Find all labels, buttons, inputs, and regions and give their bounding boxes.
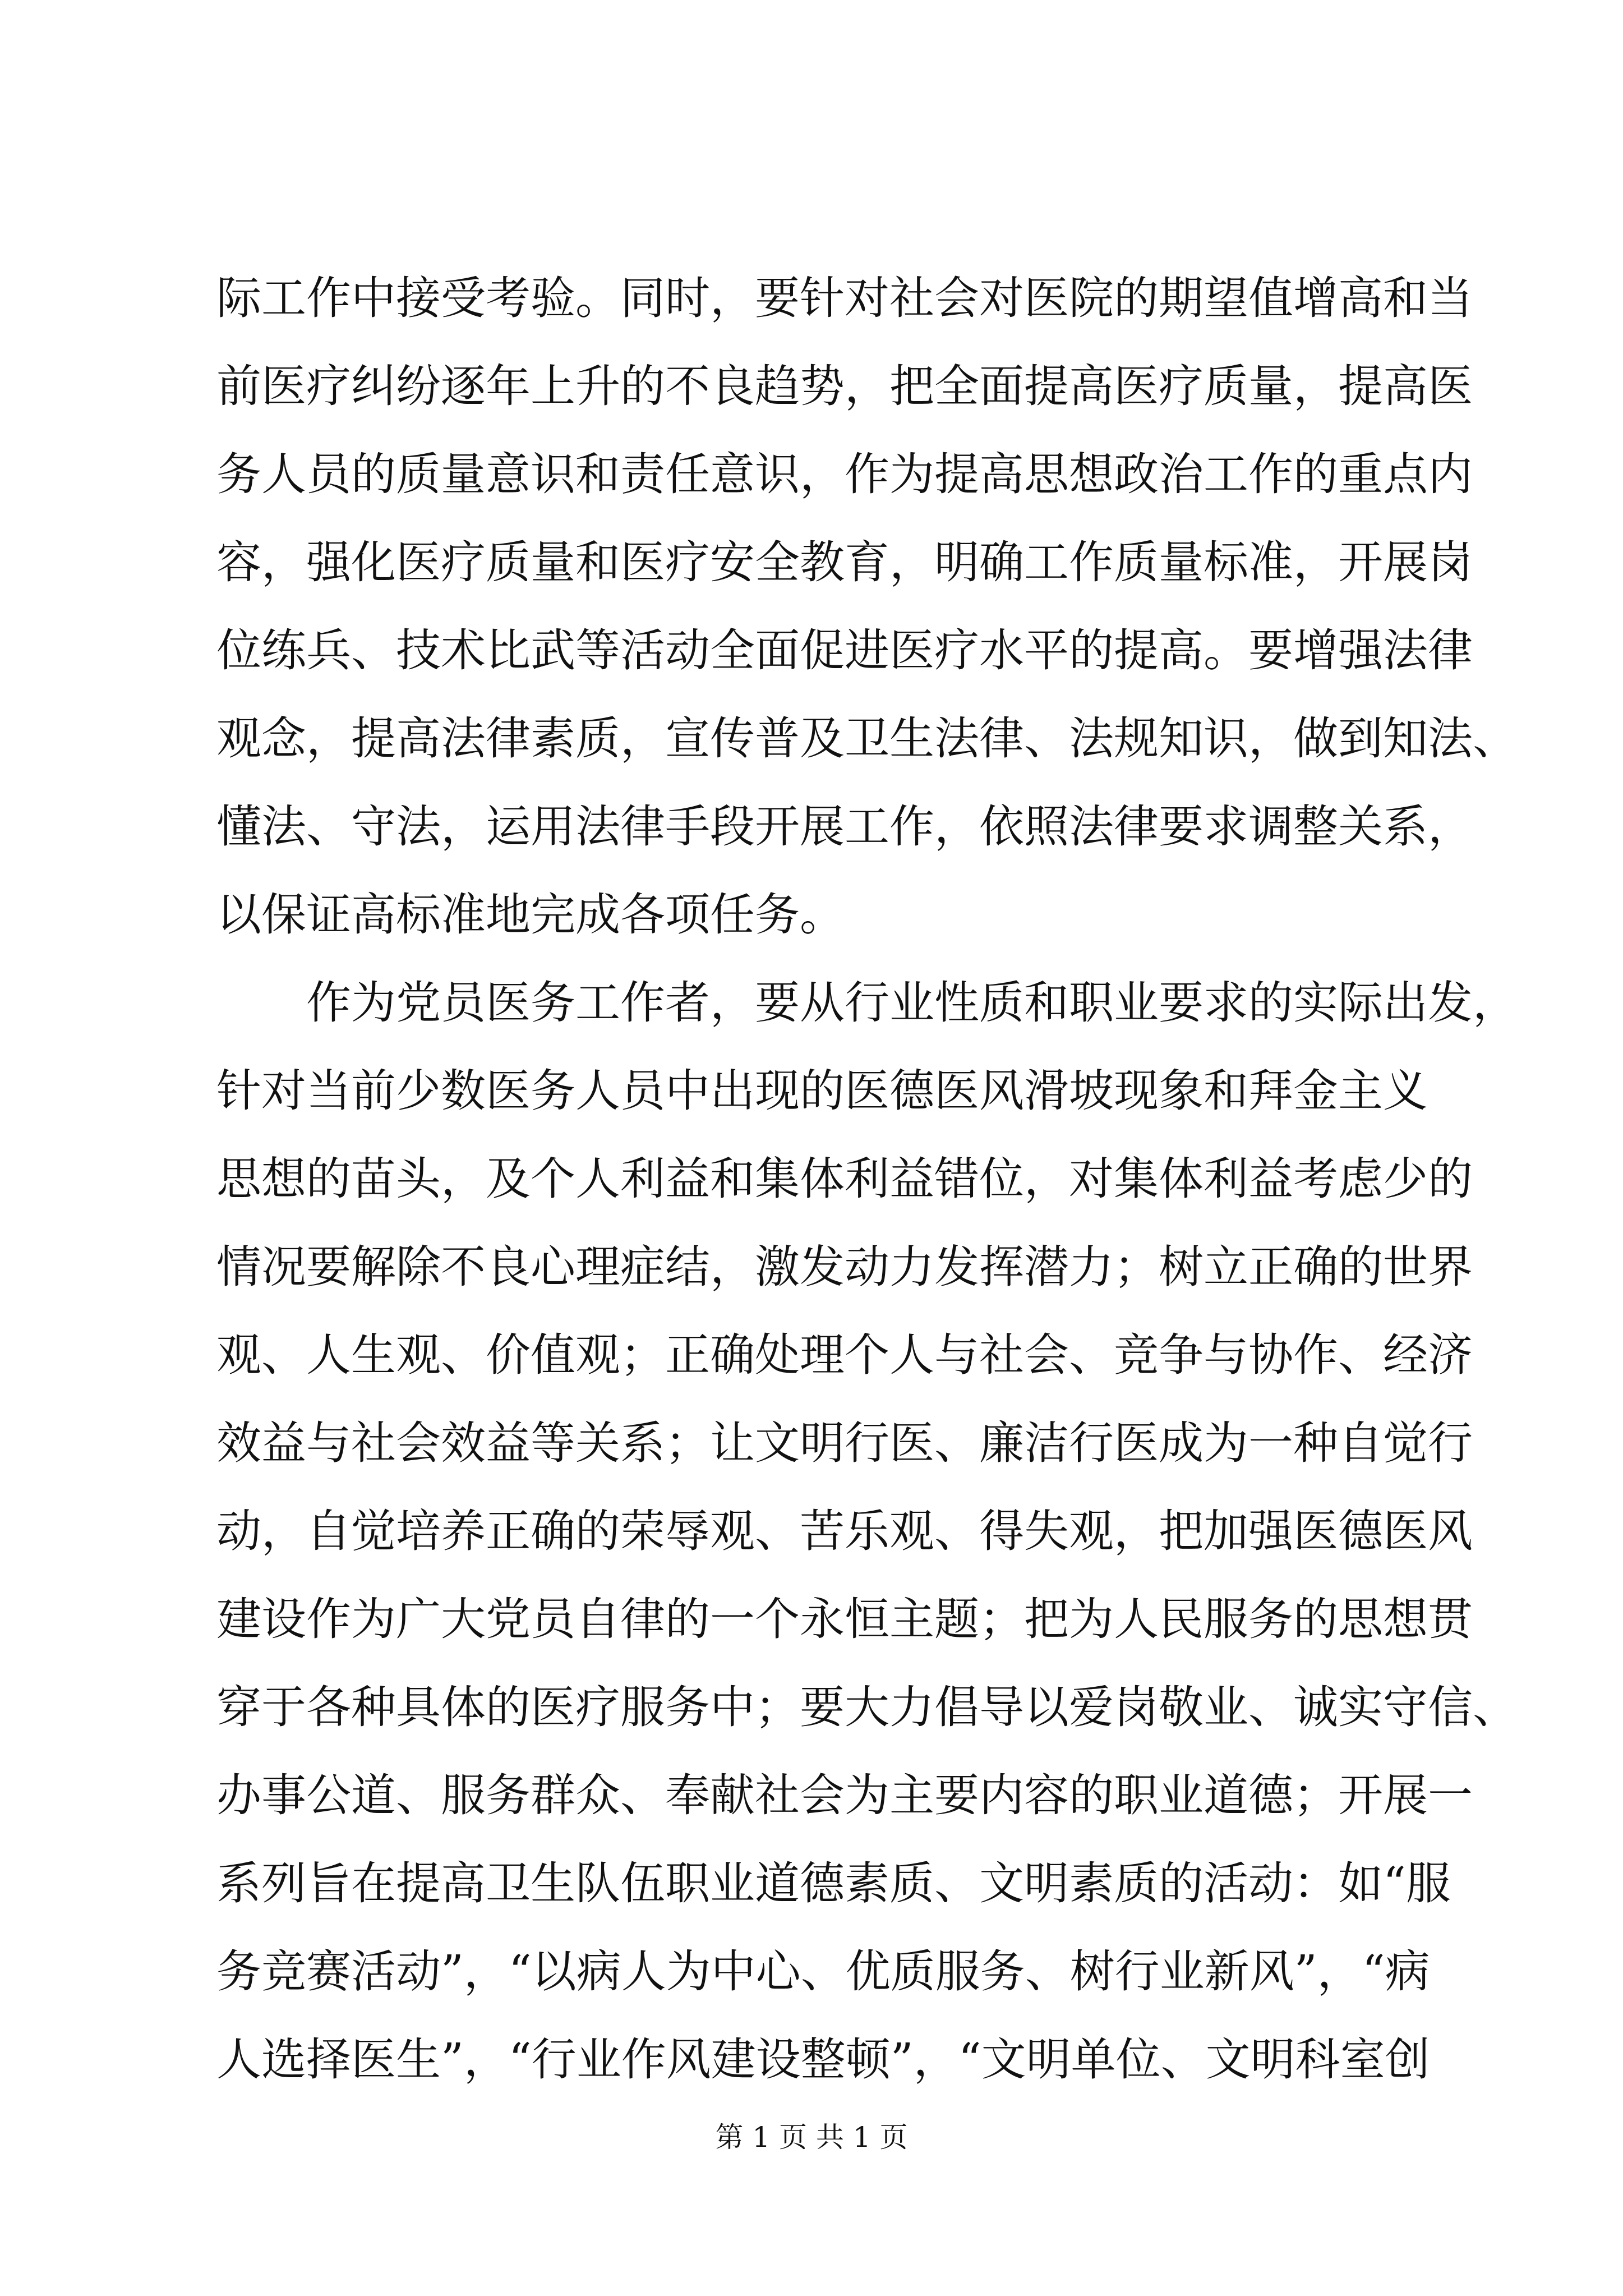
paragraph-2-line-7: 动，自觉培养正确的荣辱观、苦乐观、得失观，把加强医德医风 xyxy=(216,1505,1473,1557)
paragraph-1-line-2: 前医疗纠纷逐年上升的不良趋势，把全面提高医疗质量，提高医 xyxy=(216,360,1473,412)
paragraph-1-line-8: 以保证高标准地完成各项任务。 xyxy=(216,889,845,941)
paragraph-2-line-9: 穿于各种具体的医疗服务中；要大力倡导以爱岗敬业、诚实守信、 xyxy=(216,1681,1518,1733)
paragraph-1-line-3: 务人员的质量意识和责任意识，作为提高思想政治工作的重点内 xyxy=(216,448,1473,500)
paragraph-2-line-4: 情况要解除不良心理症结，激发动力发挥潜力；树立正确的世界 xyxy=(216,1241,1473,1293)
paragraph-2-line-11: 系列旨在提高卫生队伍职业道德素质、文明素质的活动：如“服 xyxy=(216,1857,1451,1910)
paragraph-1-line-5: 位练兵、技术比武等活动全面促进医疗水平的提高。要增强法律 xyxy=(216,624,1473,677)
paragraph-2-line-13: 人选择医生”，“行业作风建设整顿”，“文明单位、文明科室创 xyxy=(216,2033,1430,2086)
paragraph-2-line-6: 效益与社会效益等关系；让文明行医、廉洁行医成为一种自觉行 xyxy=(216,1417,1473,1469)
paragraph-1-line-4: 容，强化医疗质量和医疗安全教育，明确工作质量标准，开展岗 xyxy=(216,536,1473,588)
paragraph-2-line-3: 思想的苗头，及个人利益和集体利益错位，对集体利益考虑少的 xyxy=(216,1153,1473,1205)
paragraph-1-line-1: 际工作中接受考验。同时，要针对社会对医院的期望值增高和当 xyxy=(216,272,1473,324)
paragraph-1-line-7: 懂法、守法，运用法律手段开展工作，依照法律要求调整关系， xyxy=(216,800,1473,853)
paragraph-2-line-12: 务竞赛活动”，“以病人为中心、优质服务、树行业新风”，“病 xyxy=(216,1945,1430,1998)
document-body xyxy=(216,254,1518,2104)
paragraph-1-line-6: 观念，提高法律素质，宣传普及卫生法律、法规知识，做到知法、 xyxy=(216,712,1518,765)
paragraph-2-line-2: 针对当前少数医务人员中出现的医德医风滑坡现象和拜金主义 xyxy=(216,1065,1428,1117)
paragraph-2-line-8: 建设作为广大党员自律的一个永恒主题；把为人民服务的思想贯 xyxy=(216,1593,1473,1645)
page-number-footer: 第 1 页 共 1 页 xyxy=(715,2121,908,2154)
paragraph-2-line-10: 办事公道、服务群众、奉献社会为主要内容的职业道德；开展一 xyxy=(216,1769,1473,1821)
paragraph-2-line-1: 作为党员医务工作者，要从行业性质和职业要求的实际出发， xyxy=(306,977,1518,1029)
paragraph-2-line-5: 观、人生观、价值观；正确处理个人与社会、竞争与协作、经济 xyxy=(216,1329,1473,1381)
